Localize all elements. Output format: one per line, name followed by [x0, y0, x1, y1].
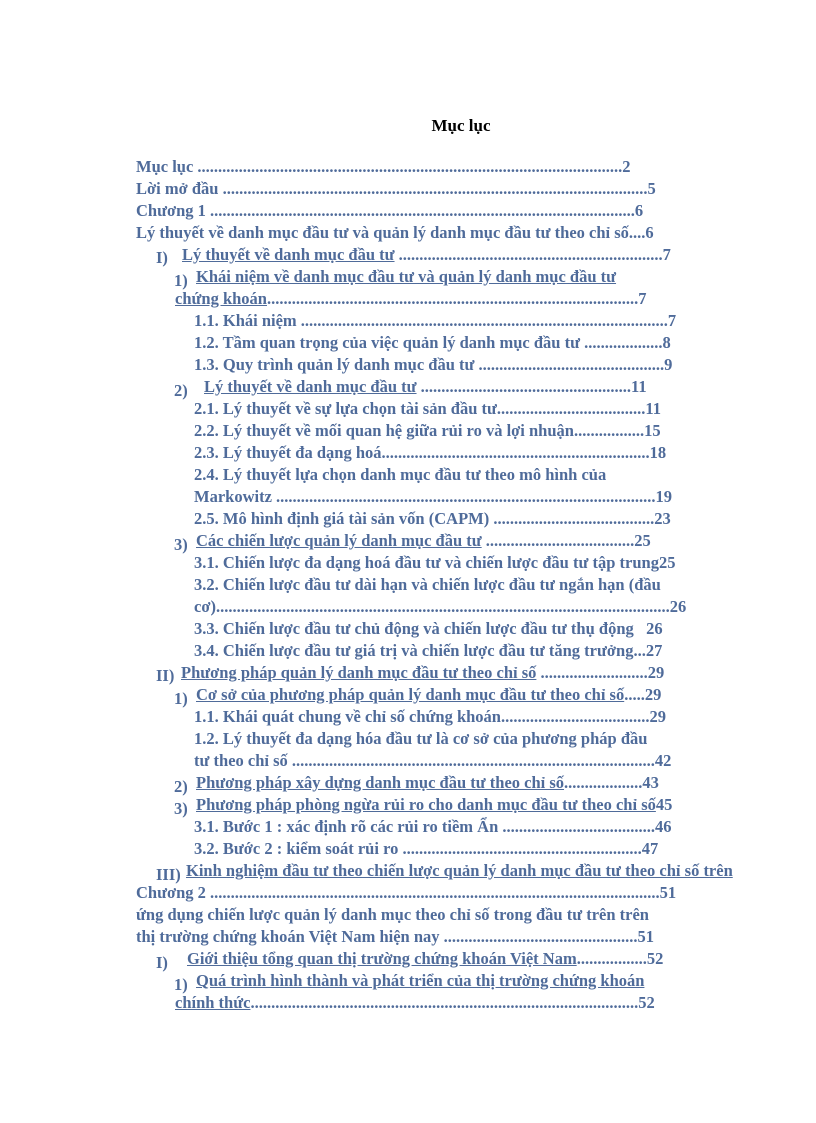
toc-entry-text: 2.1. Lý thuyết về sự lựa chọn tài sản đầu tư....................................11 — [194, 399, 661, 418]
toc-link[interactable]: Phương pháp quản lý danh mục đầu tư theo chỉ số — [181, 663, 537, 682]
toc-leader: ...................................................11 — [416, 377, 647, 396]
toc-marker: 2) — [174, 777, 188, 796]
toc-entry[interactable] — [136, 222, 740, 244]
toc-link[interactable]: Phương pháp phòng ngừa rủi ro cho danh mục đầu tư theo chỉ số — [196, 795, 656, 814]
toc-entry-text: 3.1. Chiến lược đa dạng hoá đầu tư và chiến lược đầu tư tập trung25 — [194, 553, 676, 572]
toc-entry[interactable] — [194, 838, 740, 860]
toc-marker: 1) — [174, 271, 188, 290]
toc-entry[interactable] — [196, 530, 740, 552]
toc-entry-text: 3.1. Bước 1 : xác định rõ các rủi ro tiềm Ẩn .....................................46 — [194, 817, 672, 836]
toc-entry[interactable] — [136, 882, 740, 904]
toc-entry-text: 1.1. Khái quát chung về chỉ số chứng khoán....................................29 — [194, 707, 666, 726]
toc-entry-text: 3.3. Chiến lược đầu tư chủ động và chiến lược đầu tư thụ động 26 — [194, 619, 663, 638]
toc-entry[interactable] — [136, 156, 740, 178]
toc-entry[interactable] — [136, 178, 740, 200]
toc-leader: ...................43 — [564, 773, 659, 792]
toc-entry-text: Chương 1 .......................................................................................................6 — [136, 201, 644, 220]
toc-entry-text: 1.3. Quy trình quản lý danh mục đầu tư .............................................9 — [194, 355, 673, 374]
toc-marker: 3) — [174, 535, 188, 554]
toc-link[interactable]: Cơ sở của phương pháp quản lý danh mục đầu tư theo chỉ số — [196, 685, 625, 704]
toc-entry[interactable] — [194, 486, 740, 508]
toc-entry[interactable] — [196, 970, 740, 992]
toc-entry[interactable] — [186, 860, 816, 882]
toc-entry[interactable] — [136, 904, 746, 926]
toc-link[interactable]: Các chiến lược quản lý danh mục đầu tư — [196, 531, 482, 550]
toc-marker: II) — [156, 666, 175, 685]
toc-entry[interactable] — [194, 420, 740, 442]
toc-entry-text: tư theo chỉ số ........................................................................................42 — [194, 751, 672, 770]
toc-entry[interactable] — [182, 948, 740, 970]
toc-link[interactable]: Quá trình hình thành và phát triển của thị trường chứng khoán — [196, 971, 645, 990]
toc-entry[interactable] — [181, 662, 740, 684]
toc-marker: 3) — [174, 799, 188, 818]
toc-entry-text: 2.5. Mô hình định giá tài sản vốn (CAPM) .......................................23 — [194, 509, 671, 528]
toc-entry-text: 1.2. Lý thuyết đa dạng hóa đầu tư là cơ sở của phương pháp đầu — [194, 729, 648, 748]
toc-entry[interactable] — [136, 200, 740, 222]
toc-entry[interactable] — [196, 684, 740, 706]
toc-entry-text: 1.1. Khái niệm .........................................................................................7 — [194, 311, 677, 330]
toc-entry[interactable] — [194, 354, 740, 376]
toc-entry[interactable] — [175, 992, 740, 1014]
toc-entry-text: 2.4. Lý thuyết lựa chọn danh mục đầu tư theo mô hình của — [194, 465, 607, 484]
toc-entry-text: 3.2. Bước 2 : kiểm soát rủi ro ..........................................................47 — [194, 839, 659, 858]
toc-entry[interactable] — [194, 618, 740, 640]
toc-entry[interactable] — [136, 926, 740, 948]
page-title: Mục lục — [431, 116, 491, 135]
toc-entry[interactable] — [194, 464, 740, 486]
toc-entry[interactable] — [175, 288, 740, 310]
toc-entry-text: thị trường chứng khoán Việt Nam hiện nay ...............................................51 — [136, 927, 655, 946]
toc-entry[interactable] — [196, 772, 740, 794]
toc-entry[interactable] — [194, 574, 764, 596]
toc-entry-text: Lý thuyết về danh mục đầu tư và quản lý danh mục đầu tư theo chỉ số....6 — [136, 223, 654, 242]
toc-leader: ..............................................................................................52 — [250, 993, 655, 1012]
toc-leader: ................................................................7 — [394, 245, 671, 264]
toc-entry[interactable] — [194, 508, 740, 530]
toc-leader: 45 — [655, 795, 673, 814]
toc-entry[interactable] — [196, 794, 764, 816]
toc-entry[interactable] — [194, 310, 740, 332]
toc-entry[interactable] — [194, 332, 740, 354]
toc-leader: ....................................25 — [481, 531, 651, 550]
toc-entry-text: 3.2. Chiến lược đầu tư dài hạn và chiến lược đầu tư ngắn hạn (đầu — [194, 575, 661, 594]
toc-link[interactable]: Phương pháp xây dựng danh mục đầu tư theo chỉ số — [196, 773, 565, 792]
toc-entry[interactable] — [194, 640, 740, 662]
toc-marker: I) — [156, 953, 168, 972]
toc-entry-text: Markowitz ............................................................................................19 — [194, 487, 673, 506]
toc-entry-text: Lời mở đầu .......................................................................................................5 — [136, 179, 656, 198]
toc-marker: 1) — [174, 975, 188, 994]
toc-link[interactable]: Khái niệm về danh mục đầu tư và quản lý danh mục đầu tư — [196, 267, 617, 286]
toc-entry[interactable] — [182, 244, 740, 266]
toc-marker: 1) — [174, 689, 188, 708]
toc-entry[interactable] — [194, 552, 764, 574]
toc-entry-text: 2.2. Lý thuyết về mối quan hệ giữa rủi ro và lợi nhuận.................15 — [194, 421, 661, 440]
toc-entry-text: 1.2. Tầm quan trọng của việc quản lý danh mục đầu tư ...................8 — [194, 333, 671, 352]
toc-link[interactable]: chính thức — [175, 993, 251, 1012]
toc-entry[interactable] — [194, 816, 740, 838]
toc-entry[interactable] — [196, 376, 740, 398]
toc-leader: .................52 — [576, 949, 664, 968]
toc-entry-text: 2.3. Lý thuyết đa dạng hoá.................................................................18 — [194, 443, 667, 462]
toc-entry-text: Chương 2 .............................................................................................................51 — [136, 883, 677, 902]
toc-entry[interactable] — [196, 266, 740, 288]
toc-marker: III) — [156, 865, 181, 884]
toc-entry[interactable] — [194, 398, 740, 420]
toc-link[interactable]: Lý thuyết về danh mục đầu tư — [204, 377, 417, 396]
toc-link[interactable]: Kinh nghiệm đầu tư theo chiến lược quản lý danh mục đầu tư theo chỉ số trên — [186, 861, 733, 880]
toc-entry-text: ứng dụng chiến lược quản lý danh mục theo chỉ số trong đầu tư trên trên — [136, 905, 649, 924]
toc-entry[interactable] — [194, 750, 740, 772]
toc-marker: 2) — [174, 381, 188, 400]
toc-entry-text: Mục lục .......................................................................................................2 — [136, 157, 631, 176]
toc-marker: I) — [156, 248, 168, 267]
toc-link[interactable]: Lý thuyết về danh mục đầu tư — [182, 245, 395, 264]
toc-entry-text: cơ)..............................................................................................................26 — [194, 597, 687, 616]
toc-entry[interactable] — [194, 728, 740, 750]
toc-leader: .....29 — [624, 685, 662, 704]
toc-link[interactable]: chứng khoán — [175, 289, 267, 308]
toc-entry[interactable] — [194, 596, 740, 618]
toc-leader: ..........................................................................................7 — [266, 289, 647, 308]
toc-entry-text: 3.4. Chiến lược đầu tư giá trị và chiến lược đầu tư tăng trưởng...27 — [194, 641, 663, 660]
toc-link[interactable]: Giới thiệu tổng quan thị trường chứng khoán Việt Nam — [187, 949, 577, 968]
toc-leader: ..........................29 — [536, 663, 665, 682]
toc-entry[interactable] — [194, 442, 740, 464]
toc-entry[interactable] — [194, 706, 740, 728]
